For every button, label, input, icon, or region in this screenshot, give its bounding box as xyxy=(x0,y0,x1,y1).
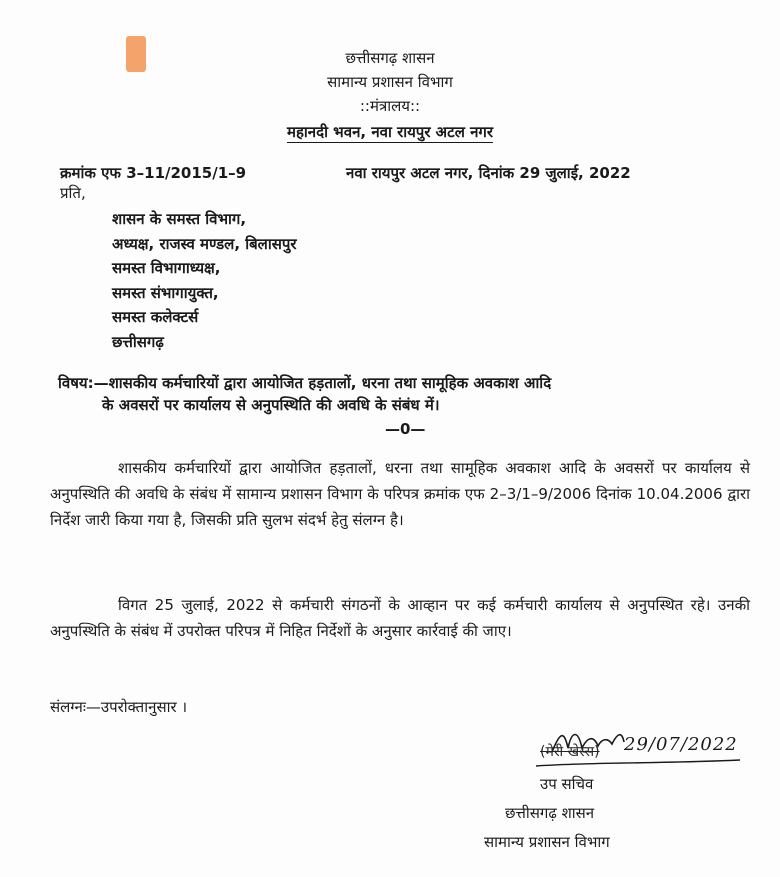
addressee-item: समस्त संभागायुक्त, xyxy=(112,283,219,302)
body-paragraph-1 xyxy=(50,455,750,533)
subject xyxy=(58,372,752,416)
header-ministry: ::मंत्रालय:: xyxy=(359,97,421,115)
addressee-item: अध्यक्ष, राजस्व मण्डल, बिलासपुर xyxy=(112,234,297,253)
header-state: छत्तीसगढ़ शासन xyxy=(345,49,435,67)
place-date: नवा रायपुर अटल नगर, दिनांक 29 जुलाई, 2022 xyxy=(346,164,631,182)
body-paragraph-1-text: शासकीय कर्मचारियों द्वारा आयोजित हड़तालों, धरना तथा सामूहिक अवकाश आदि के अवसरों पर कार्यालय से अनुपस्थिति की अवधि के संबंध में सामान्य प्रशासन विभाग के परिपत्र क्रमांक एफ 2–3/1–9/2006 दिनांक 10.04.2006 द्वारा निर्देश जारी किया गया है, जिसकी प्रति सुलभ संदर्भ हेतु संलग्न है। xyxy=(50,459,750,529)
addressee-item: समस्त विभागाध्यक्ष, xyxy=(112,259,221,277)
header-address xyxy=(180,122,600,142)
designation: उप सचिव xyxy=(540,775,594,793)
addressee-item: छत्तीसगढ़ xyxy=(112,332,164,351)
enclosure-note: संलग्नः—उपरोक्तानुसार । xyxy=(50,698,188,716)
addressee-item: शासन के समस्त विभाग, xyxy=(112,210,247,228)
subject-line-2: के अवसरों पर कार्यालय से अनुपस्थिति की अवधि के संबंध में। xyxy=(102,396,440,414)
reference-number: क्रमांक एफ 3–11/2015/1–9 xyxy=(60,164,247,182)
designation-state: छत्तीसगढ़ शासन xyxy=(505,804,595,822)
header-address-text: महानदी भवन, नवा रायपुर अटल नगर xyxy=(286,123,494,141)
designation-department: सामान्य प्रशासन विभाग xyxy=(484,833,610,851)
body-paragraph-2-text: विगत 25 जुलाई, 2022 से कर्मचारी संगठनों के आव्हान पर कई कर्मचारी कार्यालय से अनुपस्थित रहे। उनकी अनुपस्थिति के संबंध में उपरोक्त परिपत्र में निहित निर्देशों के अनुसार कार्रवाई की जाए। xyxy=(50,596,750,640)
signature-date: 29/07/2022 xyxy=(624,734,738,755)
to-label: प्रति, xyxy=(60,184,86,202)
header-department: सामान्य प्रशासन विभाग xyxy=(327,73,453,91)
separator: —0— xyxy=(385,420,426,438)
signatory-name: (मेरी खेस्स) xyxy=(540,744,600,760)
orange-mark xyxy=(126,36,146,72)
subject-line-1: विषय:—शासकीय कर्मचारियों द्वारा आयोजित हड़तालों, धरना तथा सामूहिक अवकाश आदि xyxy=(58,374,552,392)
addressee-list xyxy=(112,207,297,354)
body-paragraph-2 xyxy=(50,592,750,644)
addressee-item: समस्त कलेक्टर्स xyxy=(112,308,199,326)
